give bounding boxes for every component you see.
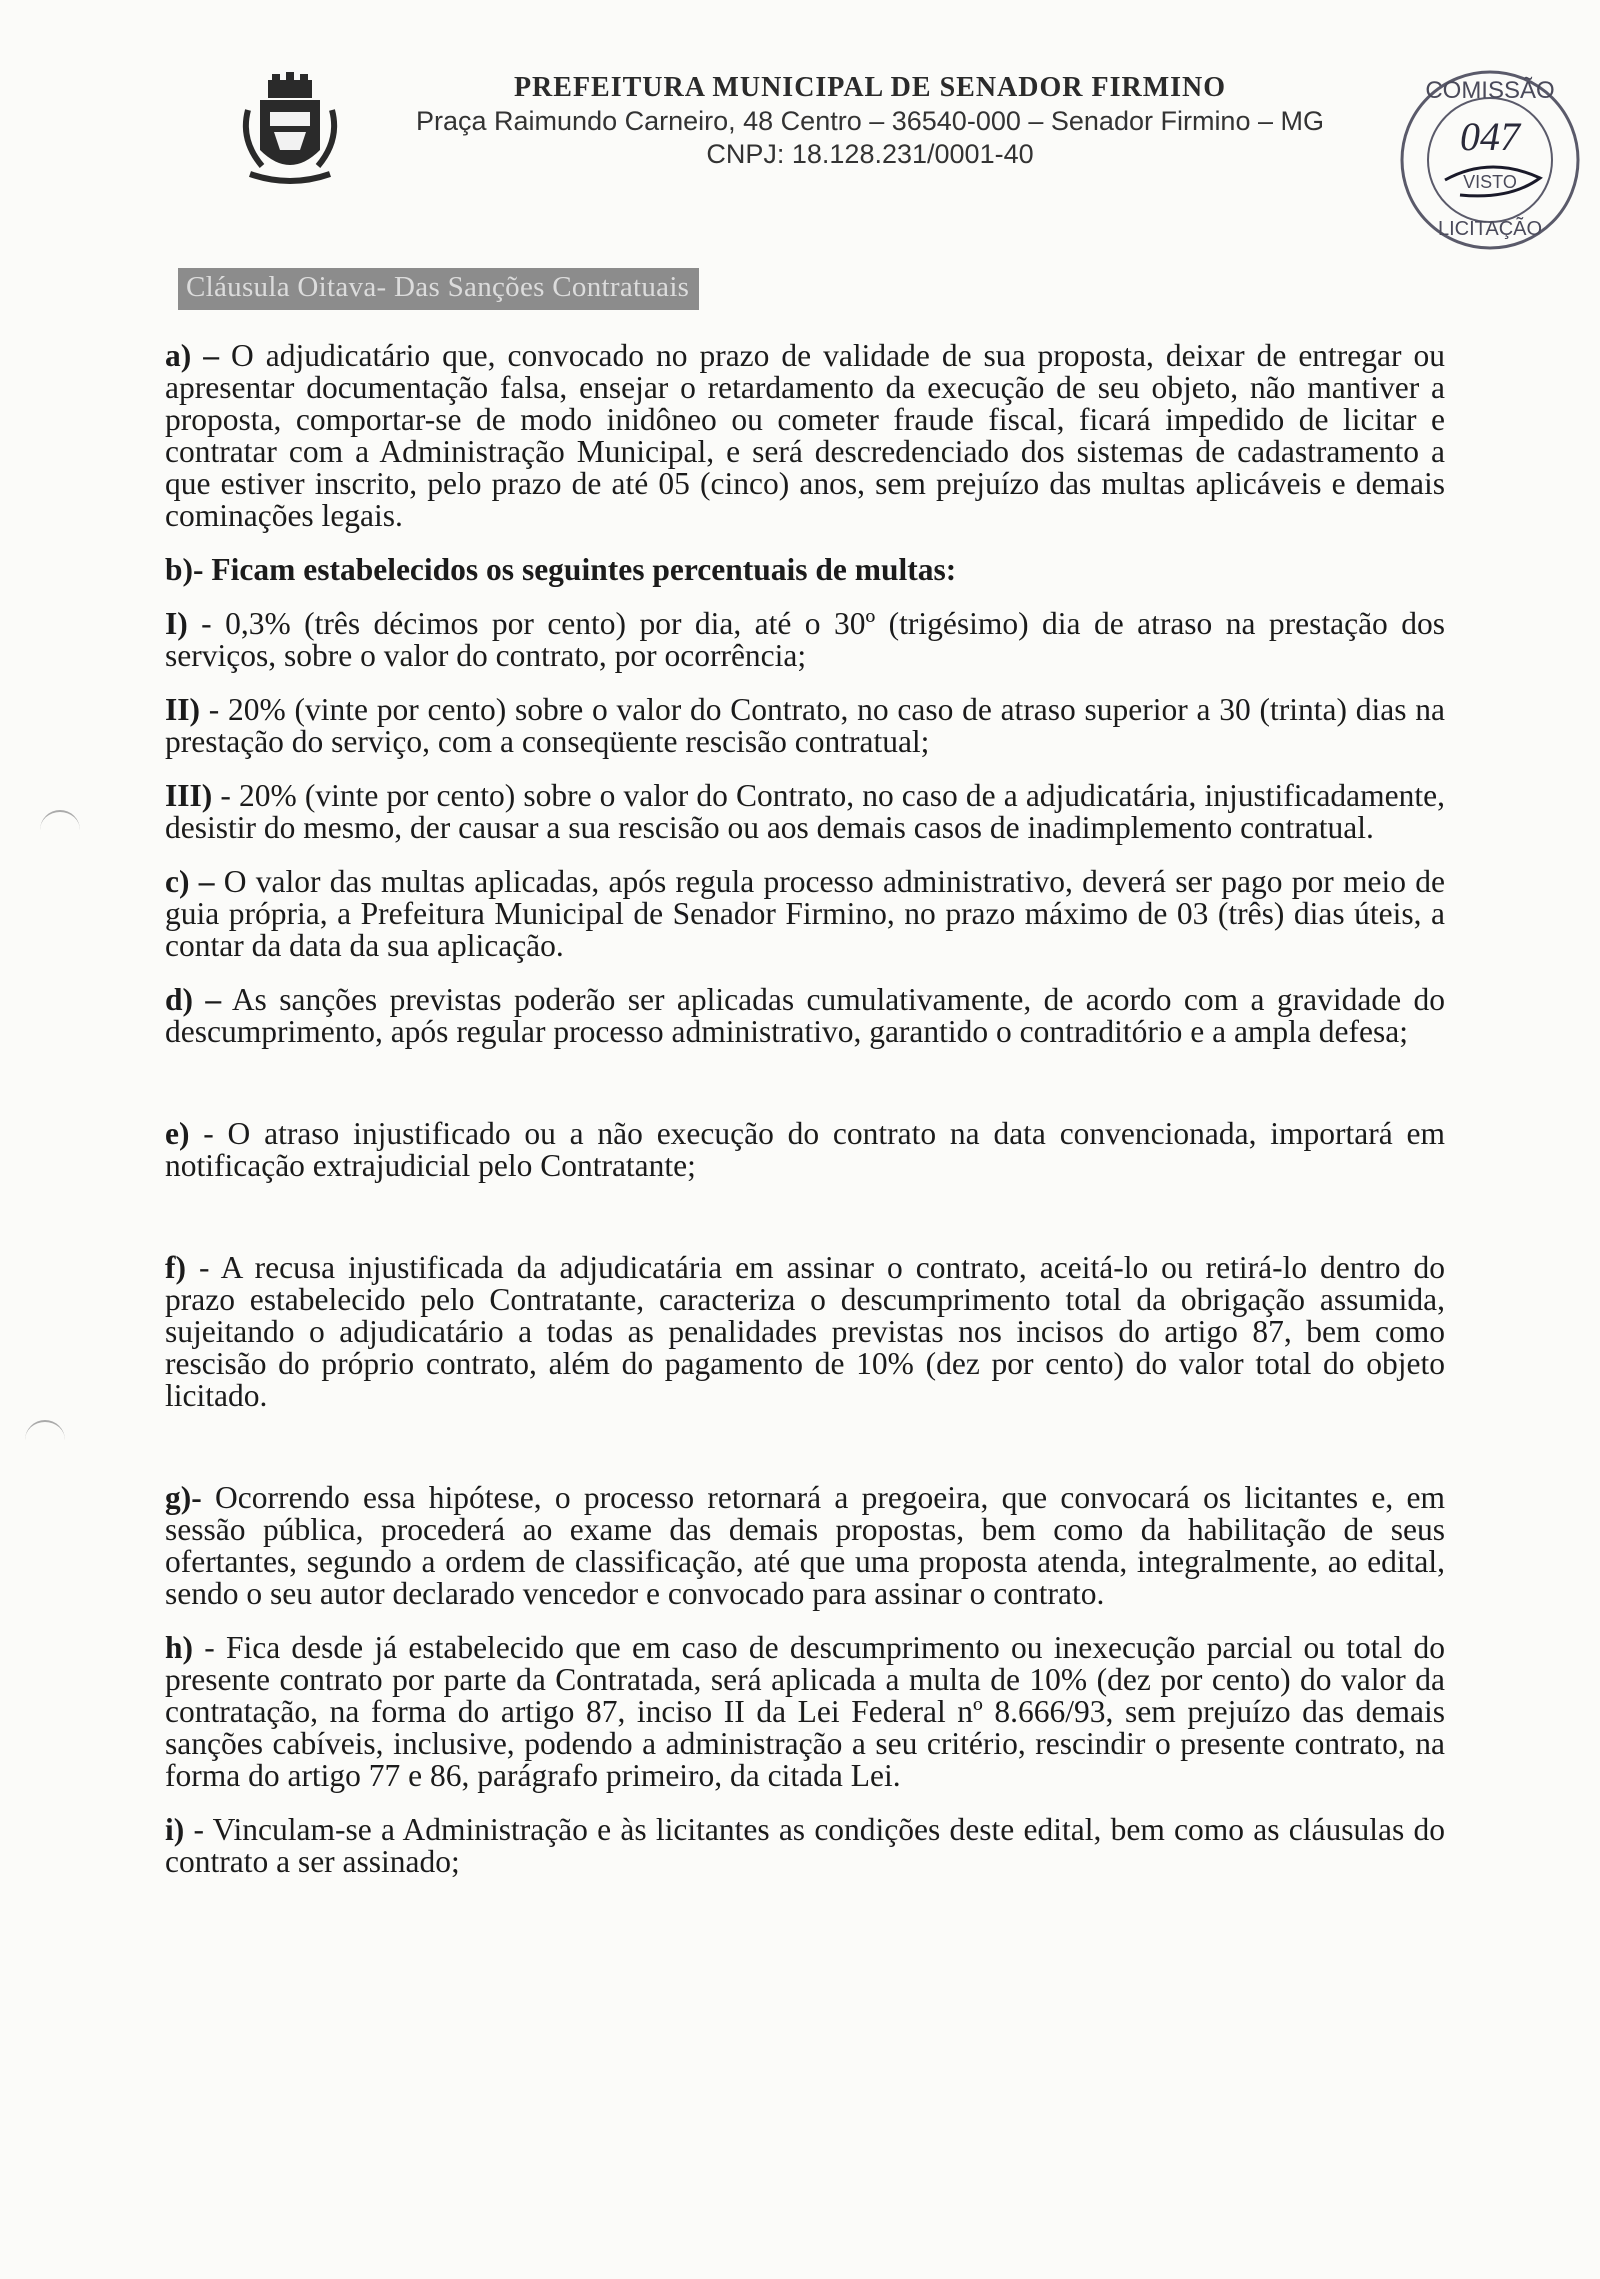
clause-item-c: c) – O valor das multas aplicadas, após regula processo administrativo, deverá ser pago por meio de guia própria, a Prefeitura Municipal de Senador Firmino, no prazo máximo de 03 (três) dias úteis, a contar da data da sua aplicação. <box>165 864 1445 963</box>
clause-item-d: d) – As sanções previstas poderão ser aplicadas cumulativamente, de acordo com a gravidade do descumprimento, após regular processo administrativo, garantido o contraditório e a ampla defesa; <box>165 982 1445 1049</box>
header-cnpj: CNPJ: 18.128.231/0001-40 <box>706 139 1034 169</box>
clause-body <box>165 340 1445 1900</box>
punch-hole-mark <box>40 810 80 832</box>
header-address: Praça Raimundo Carneiro, 48 Centro – 36540-000 – Senador Firmino – MG <box>416 106 1324 136</box>
commission-stamp <box>1390 60 1590 260</box>
clause-item-e: e) - O atraso injustificado ou a não execução do contrato na data convencionada, importará em notificação extrajudicial pelo Contratante; <box>165 1116 1445 1183</box>
clause-item-iii: III) - 20% (vinte por cento) sobre o valor do Contrato, no caso de a adjudicatária, injustificadamente, desistir do mesmo, der causar a sua rescisão ou aos demais casos de inadimplemento contratual. <box>165 778 1445 845</box>
punch-hole-mark <box>25 1420 65 1442</box>
clause-item-a: a) – O adjudicatário que, convocado no prazo de validade de sua proposta, deixar de entregar ou apresentar documentação falsa, ensejar o retardamento da execução de seu objeto, não mantiver a proposta, comportar-se de modo inidôneo ou cometer fraude fiscal, ficará impedido de licitar e contratar com a Administração Municipal, e será descredenciado dos sistemas de cadastramento a que estiver inscrito, pelo prazo de até 05 (cinco) anos, sem prejuízo das multas aplicáveis e demais cominações legais. <box>165 338 1445 533</box>
stamp-text-mid: VISTO <box>1463 172 1517 192</box>
clause-item-f: f) - A recusa injustificada da adjudicatária em assinar o contrato, aceitá-lo ou retirá-lo dentro do prazo estabelecido pelo Contratante, caracteriza o descumprimento total da obrigação assumida, sujeitando o adjudicatário a todas as penalidades previstas nos incisos do artigo 87, bem como rescisão do próprio contrato, além do pagamento de 10% (dez por cento) do valor total do objeto licitado. <box>165 1250 1445 1413</box>
header-title: PREFEITURA MUNICIPAL DE SENADOR FIRMINO <box>513 72 1227 103</box>
stamp-text-top: COMISSÃO <box>1425 77 1555 104</box>
letterhead <box>220 60 1400 210</box>
clause-heading: Cláusula Oitava- Das Sanções Contratuais <box>178 268 699 310</box>
stamp-number: 047 <box>1460 114 1520 159</box>
clause-item-ii: II) - 20% (vinte por cento) sobre o valor do Contrato, no caso de atraso superior a 30 (trinta) dias na prestação do serviço, com a conseqüente rescisão contratual; <box>165 692 1445 759</box>
stamp-text-bottom: LICITAÇÃO <box>1437 218 1543 240</box>
clause-item-h: h) - Fica desde já estabelecido que em caso de descumprimento ou inexecução parcial ou total do presente contrato por parte da Contratada, será aplicada a multa de 10% (dez por cento) do valor da contratação, na forma do artigo 87, inciso II da Lei Federal nº 8.666/93, sem prejuízo das demais sanções cabíveis, inclusive, podendo a administração a seu critério, rescindir o presente contrato, na forma do artigo 77 e 86, parágrafo primeiro, da citada Lei. <box>165 1630 1445 1793</box>
clause-item-g: g)- Ocorrendo essa hipótese, o processo retornará a pregoeira, que convocará os licitantes e, em sessão pública, procederá ao exame das demais propostas, bem como da habilitação de seus ofertantes, segundo a ordem de classificação, até que uma proposta atenda, integralmente, ao edital, sendo o seu autor declarado vencedor e convocado para assinar o contrato. <box>165 1480 1445 1611</box>
clause-item-b: b)- Ficam estabelecidos os seguintes percentuais de multas: <box>165 552 957 587</box>
clause-item-i-letter: i) - Vinculam-se a Administração e às licitantes as condições deste edital, bem como as cláusulas do contrato a ser assinado; <box>165 1812 1445 1879</box>
municipal-crest-icon <box>240 70 340 190</box>
clause-item-i: I) - 0,3% (três décimos por cento) por dia, até o 30º (trigésimo) dia de atraso na prestação dos serviços, sobre o valor do contrato, por ocorrência; <box>165 606 1445 673</box>
